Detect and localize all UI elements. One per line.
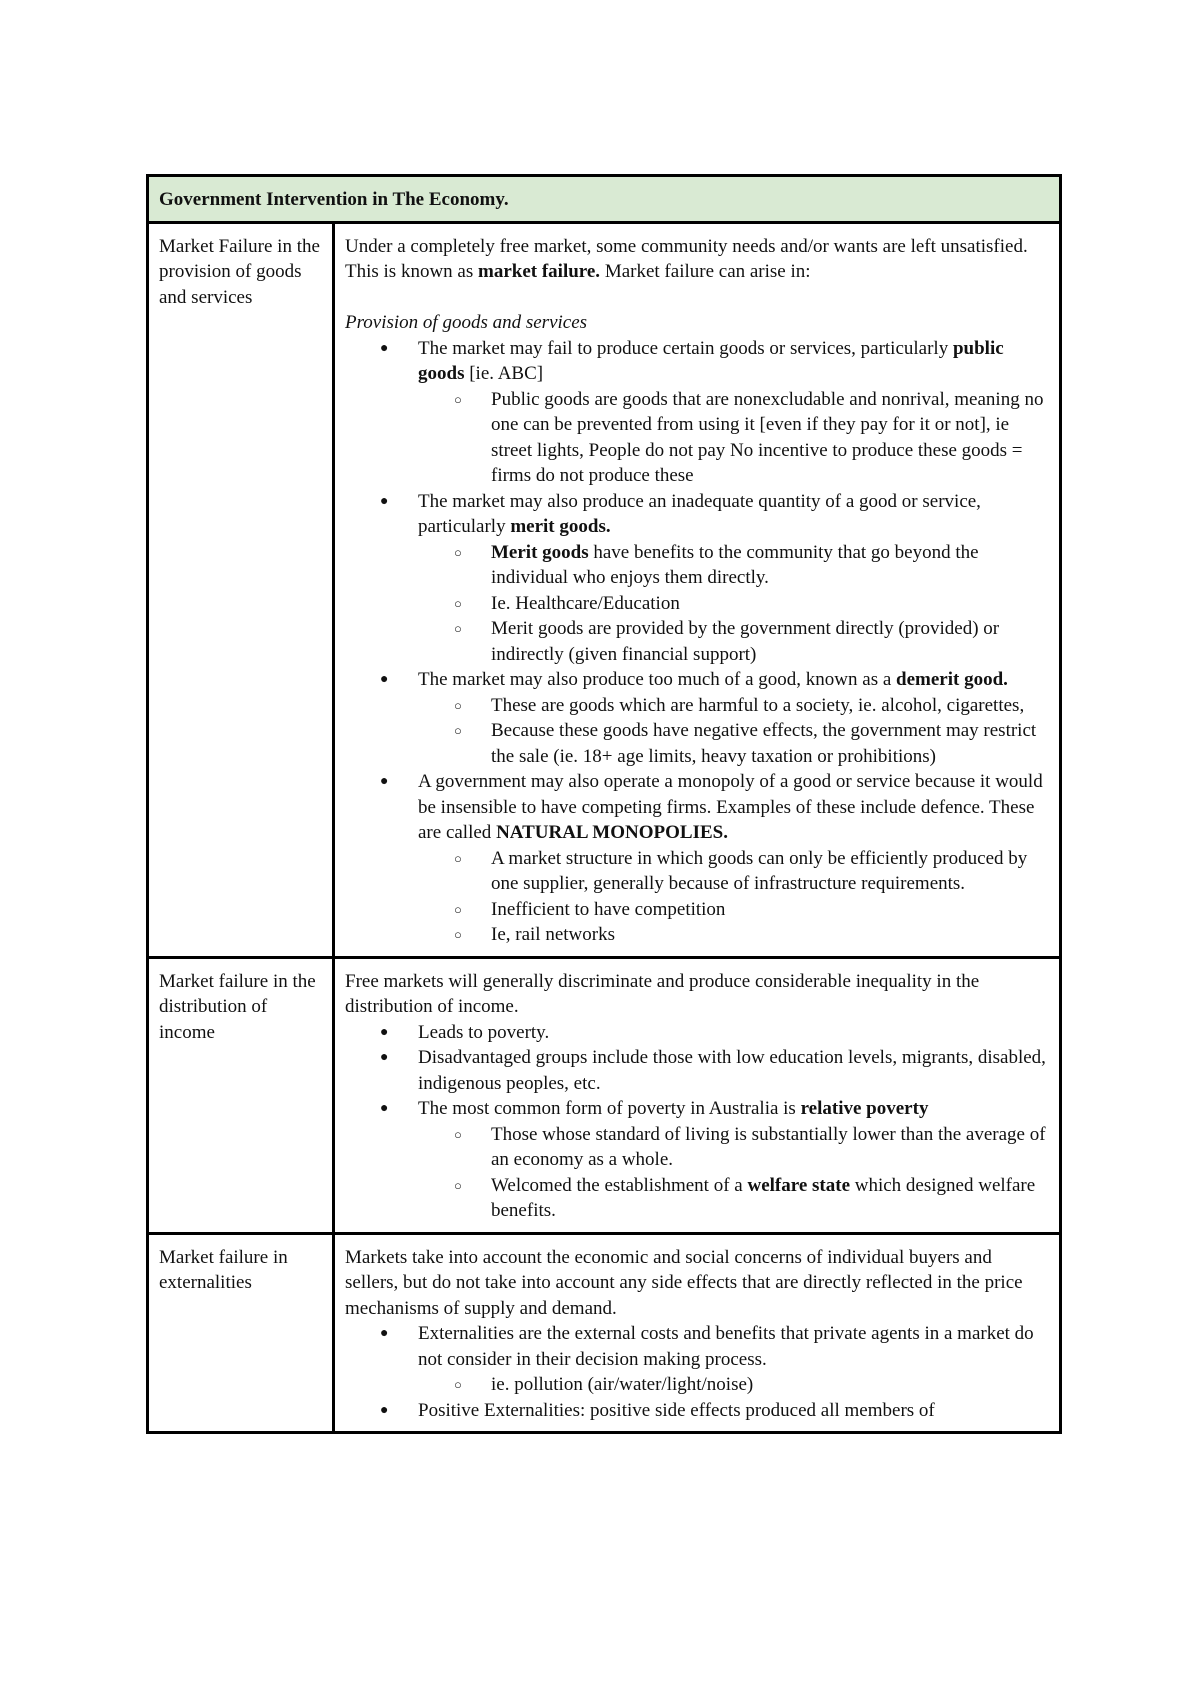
sub-list-item: ○ ie. pollution (air/water/light/noise) (491, 1372, 1049, 1398)
sub-list-item: ○ Public goods are goods that are nonexcludable and nonrival, meaning no one can be prevented from using it [even if they pay for it or not], ie street lights, People do not pay No incentive to produce these goods = firms do not produce these (491, 387, 1049, 489)
row-label: Market failure in the distribution of income (148, 957, 334, 1233)
intro-paragraph: Free markets will generally discriminate and produce considerable inequality in the distribution of income. (345, 970, 980, 1017)
sub-list-item: ○ A market structure in which goods can only be efficiently produced by one supplier, generally because of infrastructure requirements. (491, 846, 1049, 897)
intro-paragraph: Under a completely free market, some community needs and/or wants are left unsatisfied. This is known as market failure. Market failure can arise in: (345, 235, 1028, 282)
list-item: ● A government may also operate a monopoly of a good or service because it would be insensible to have competing firms. Examples of these include defence. These are called NATURAL MONOPOLIES. ○ A market structure in which goods can only be efficiently produced by one supplier, generally because of infrastructure requirements. ○ Inefficient to have competition ○ Ie, rail networks (418, 769, 1049, 948)
sub-list-item: ○ Those whose standard of living is substantially lower than the average of an economy as a whole. (491, 1122, 1049, 1173)
row-content (334, 222, 1061, 957)
list-item: ● Disadvantaged groups include those with low education levels, migrants, disabled, indigenous peoples, etc. (418, 1045, 1049, 1096)
list-item: ● The market may also produce too much of a good, known as a demerit good. ○ These are goods which are harmful to a society, ie. alcohol, cigarettes, ○ Because these goods have negative effects, the government may restrict the sale (ie. 18+ age limits, heavy taxation or prohibitions) (418, 667, 1049, 769)
row-content (334, 1233, 1061, 1433)
notes-table (146, 174, 1062, 1434)
list-item: ● The market may also produce an inadequate quantity of a good or service, particularly merit goods. ○ Merit goods have benefits to the community that go beyond the individual who enjoys them directly. ○ Ie. Healthcare/Education ○ Merit goods are provided by the government directly (provided) or indirectly (given financial support) (418, 489, 1049, 668)
sub-list-item: ○ Merit goods have benefits to the community that go beyond the individual who enjoys them directly. (491, 540, 1049, 591)
list-item: ● Leads to poverty. (418, 1020, 1049, 1046)
sub-list-item: ○ Inefficient to have competition (491, 897, 1049, 923)
sub-list-item: ○ Ie. Healthcare/Education (491, 591, 1049, 617)
bullet-list (345, 1020, 1049, 1224)
sub-list-item: ○ Ie, rail networks (491, 922, 1049, 948)
bullet-list (345, 1321, 1049, 1423)
sub-list-item: ○ These are goods which are harmful to a society, ie. alcohol, cigarettes, (491, 693, 1049, 719)
table-row (148, 222, 1061, 957)
list-item: ● Externalities are the external costs and benefits that private agents in a market do not consider in their decision making process. ○ ie. pollution (air/water/light/noise) (418, 1321, 1049, 1398)
table-header-row (148, 176, 1061, 223)
sub-list-item: ○ Welcomed the establishment of a welfare state which designed welfare benefits. (491, 1173, 1049, 1224)
table-row (148, 957, 1061, 1233)
bullet-list (345, 336, 1049, 948)
sub-list-item: ○ Because these goods have negative effects, the government may restrict the sale (ie. 18+ age limits, heavy taxation or prohibitions) (491, 718, 1049, 769)
list-item: ● Positive Externalities: positive side effects produced all members of (418, 1398, 1049, 1424)
table-row (148, 1233, 1061, 1433)
row-content (334, 957, 1061, 1233)
list-item: ● The most common form of poverty in Australia is relative poverty ○ Those whose standard of living is substantially lower than the average of an economy as a whole. ○ Welcomed the establishment of a welfare state which designed welfare benefits. (418, 1096, 1049, 1224)
list-item: ● The market may fail to produce certain goods or services, particularly public goods [ie. ABC] ○ Public goods are goods that are nonexcludable and nonrival, meaning no one can be prevented from using it [even if they pay for it or not], ie street lights, People do not pay No incentive to produce these goods = firms do not produce these (418, 336, 1049, 489)
table-title: Government Intervention in The Economy. (148, 176, 1061, 223)
row-label: Market failure in externalities (148, 1233, 334, 1433)
subheading: Provision of goods and services (345, 312, 588, 333)
sub-list-item: ○ Merit goods are provided by the government directly (provided) or indirectly (given financial support) (491, 616, 1049, 667)
row-label: Market Failure in the provision of goods and services (148, 222, 334, 957)
intro-paragraph: Markets take into account the economic and social concerns of individual buyers and sellers, but do not take into account any side effects that are directly reflected in the price mechanisms of supply and demand. (345, 1246, 1023, 1319)
